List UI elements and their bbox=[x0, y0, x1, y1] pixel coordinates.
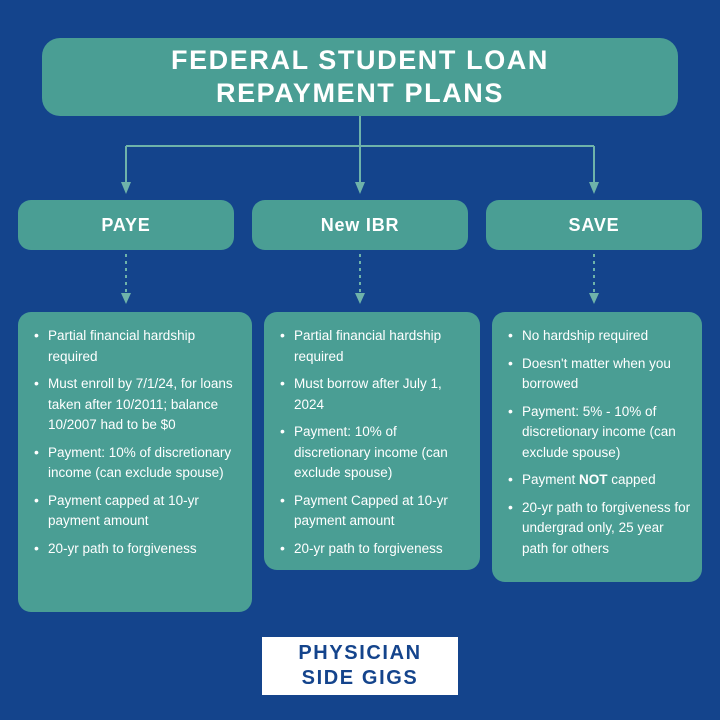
plan-bullet: • Partial financial hardship required bbox=[294, 326, 470, 367]
plan-bullet: • No hardship required bbox=[522, 326, 692, 347]
plan-bullet: • 20-yr path to forgiveness for undergrad only, 25 year path for others bbox=[522, 498, 692, 560]
plan-bullet: • Payment capped at 10-yr payment amount bbox=[48, 491, 242, 532]
plan-bullet: • Partial financial hardship required bbox=[48, 326, 242, 367]
plan-bullet-list bbox=[496, 326, 692, 559]
plan-bullet: • Payment NOT capped bbox=[522, 470, 692, 491]
page-title-line-2: REPAYMENT PLANS bbox=[215, 78, 505, 108]
plan-bullet: • 20-yr path to forgiveness bbox=[48, 539, 242, 560]
plan-header-save bbox=[486, 200, 702, 250]
plan-header-new-ibr bbox=[252, 200, 468, 250]
plan-bullet: • Must borrow after July 1, 2024 bbox=[294, 374, 470, 415]
plan-bullet: • Payment Capped at 10-yr payment amount bbox=[294, 491, 470, 532]
plan-bullet-list bbox=[22, 326, 242, 559]
plan-bullet: • Doesn't matter when you borrowed bbox=[522, 354, 692, 395]
plan-header-label: PAYE bbox=[101, 214, 151, 235]
plan-bullet-list bbox=[268, 326, 470, 559]
brand-logo-line-2: SIDE GIGS bbox=[301, 667, 419, 689]
page-title bbox=[42, 38, 678, 116]
plan-header-label: SAVE bbox=[568, 214, 620, 235]
plan-header-paye bbox=[18, 200, 234, 250]
plan-details-new-ibr bbox=[264, 312, 480, 570]
brand-logo bbox=[262, 637, 458, 695]
plan-details-save bbox=[492, 312, 702, 582]
plan-header-label: New IBR bbox=[320, 214, 400, 235]
plan-details-paye bbox=[18, 312, 252, 612]
page-title-line-1: FEDERAL STUDENT LOAN bbox=[170, 45, 549, 76]
plan-bullet: • 20-yr path to forgiveness bbox=[294, 539, 470, 560]
plan-bullet: • Payment: 10% of discretionary income (can exclude spouse) bbox=[48, 443, 242, 484]
plan-bullet: • Must enroll by 7/1/24, for loans taken after 10/2011; balance 10/2007 had to be $0 bbox=[48, 374, 242, 436]
plan-bullet: • Payment: 10% of discretionary income (can exclude spouse) bbox=[294, 422, 470, 484]
brand-logo-line-1: PHYSICIAN bbox=[298, 642, 422, 664]
plan-bullet: • Payment: 5% - 10% of discretionary income (can exclude spouse) bbox=[522, 402, 692, 464]
